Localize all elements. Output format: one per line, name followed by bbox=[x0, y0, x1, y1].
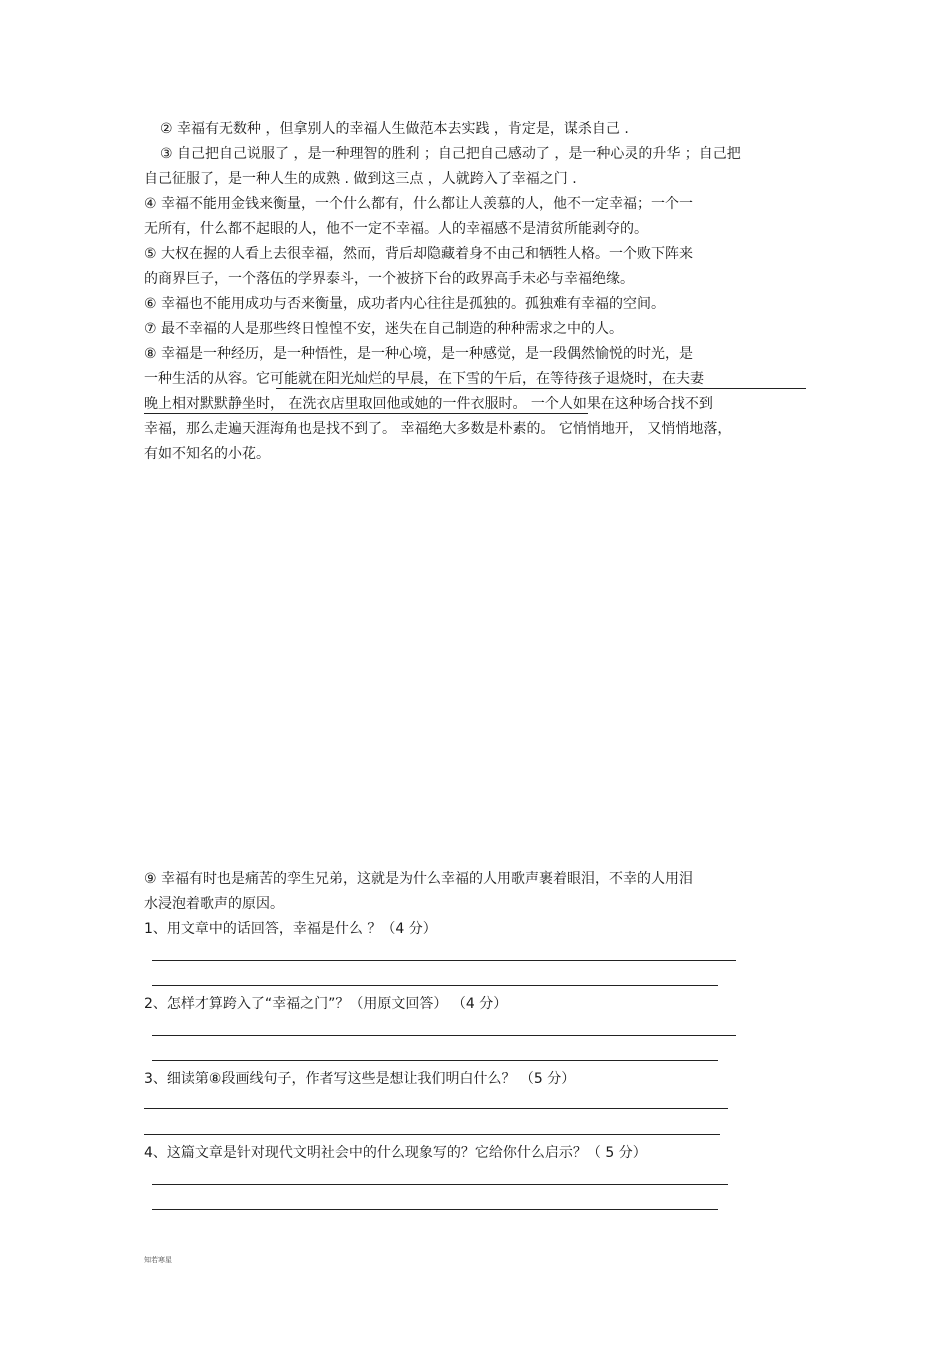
answer-line[interactable] bbox=[144, 1108, 728, 1109]
page-footer: 知若寒星 bbox=[144, 1256, 172, 1264]
paragraph-8-line-1: ⑧ 幸福是一种经历，是一种悟性，是一种心境，是一种感觉，是一段偶然愉悦的时光，是 bbox=[144, 346, 693, 362]
question-4: 4、这篇文章是针对现代文明社会中的什么现象写的？它给你什么启示？（ 5 分） bbox=[144, 1145, 647, 1161]
underline-rule bbox=[144, 413, 588, 414]
paragraph-9-line-2: 水浸泡着歌声的原因。 bbox=[144, 896, 284, 912]
paragraph-8-line-2: 一种生活的从容。它可能就在阳光灿烂的早晨，在下雪的午后，在等待孩子退烧时，在夫妻 bbox=[144, 371, 704, 387]
answer-line[interactable] bbox=[152, 1060, 718, 1061]
paragraph-5-line-2: 的商界巨子，一个落伍的学界泰斗，一个被挤下台的政界高手未必与幸福绝缘。 bbox=[144, 271, 634, 287]
paragraph-3-line-1: ③ 自己把自己说服了 ，是一种理智的胜利 ；自己把自己感动了 ，是一种心灵的升华 ；自己把 bbox=[160, 146, 741, 162]
paragraph-6: ⑥ 幸福也不能用成功与否来衡量，成功者内心往往是孤独的。孤独难有幸福的空间。 bbox=[144, 296, 665, 312]
question-2: 2、怎样才算跨入了“幸福之门”？（用原文回答） （4 分） bbox=[144, 996, 508, 1012]
answer-line[interactable] bbox=[152, 1035, 736, 1036]
paragraph-9-line-1: ⑨ 幸福有时也是痛苦的孪生兄弟，这就是为什么幸福的人用歌声裹着眼泪，不幸的人用泪 bbox=[144, 871, 693, 887]
question-3: 3、细读第⑧段画线句子，作者写这些是想让我们明白什么？ （5 分） bbox=[144, 1071, 576, 1087]
question-1: 1、用文章中的话回答，幸福是什么 ？（4 分） bbox=[144, 921, 437, 937]
answer-line[interactable] bbox=[152, 960, 736, 961]
paragraph-5-line-1: ⑤ 大权在握的人看上去很幸福，然而，背后却隐藏着身不由己和牺牲人格。一个败下阵来 bbox=[144, 246, 693, 262]
paragraph-7: ⑦ 最不幸福的人是那些终日惶惶不安，迷失在自己制造的种种需求之中的人。 bbox=[144, 321, 623, 337]
paragraph-4-line-2: 无所有，什么都不起眼的人，他不一定不幸福。人的幸福感不是清贫所能剥夺的。 bbox=[144, 221, 648, 237]
paragraph-3-line-2: 自己征服了，是一种人生的成熟 . 做到这三点 ，人就跨入了幸福之门 . bbox=[144, 171, 577, 187]
paragraph-8-line-5: 有如不知名的小花。 bbox=[144, 446, 270, 462]
paragraph-2: ② 幸福有无数种 ，但拿别人的幸福人生做范本去实践 ，肯定是，谋杀自己 . bbox=[160, 121, 629, 137]
underline-rule bbox=[276, 388, 806, 389]
paragraph-8-line-3: 晚上相对默默静坐时， 在洗衣店里取回他或她的一件衣服时。 一个人如果在这种场合找不到 bbox=[144, 396, 713, 412]
answer-line[interactable] bbox=[152, 985, 718, 986]
paragraph-8-line-4: 幸福，那么走遍天涯海角也是找不到了。 幸福绝大多数是朴素的。 它悄悄地开， 又悄悄地落， bbox=[144, 421, 732, 437]
answer-line[interactable] bbox=[144, 1134, 720, 1135]
paragraph-4-line-1: ④ 幸福不能用金钱来衡量，一个什么都有，什么都让人羡慕的人，他不一定幸福；一个一 bbox=[144, 196, 693, 212]
answer-line[interactable] bbox=[152, 1209, 718, 1210]
answer-line[interactable] bbox=[152, 1184, 728, 1185]
